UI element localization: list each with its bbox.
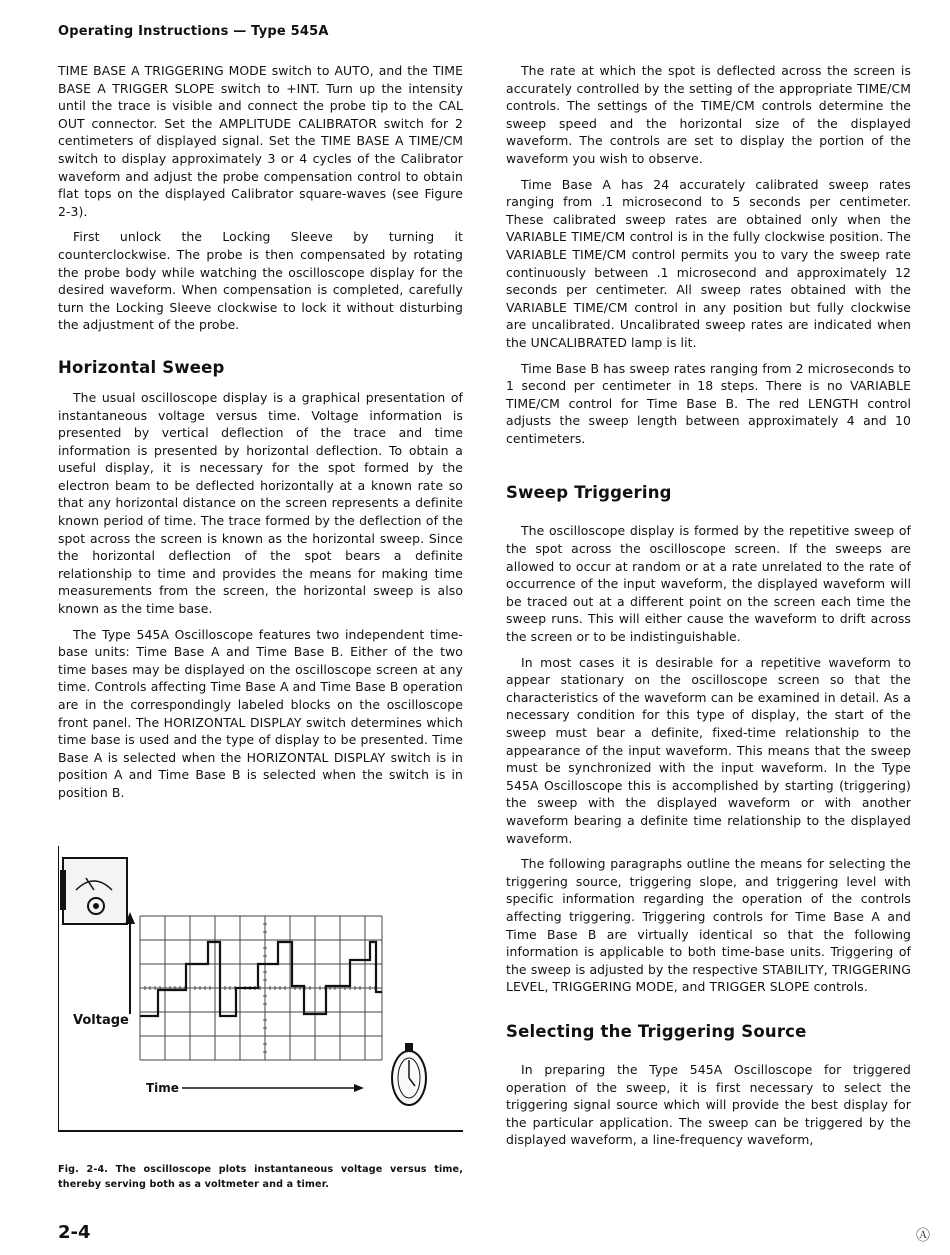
paragraph: TIME BASE A TRIGGERING MODE switch to AUTO, and the TIME BASE A TRIGGER SLOPE switch to +INT. Turn up the intensity until the trace is visible and connect the probe tip to the CAL OUT connector. Set the AMPLITUDE CALIBRATOR switch for 2 centimeters of displayed signal. Set the TIME BASE A TIME/CM switch to display approximately 3 or 4 cycles of the Calibrator waveform and adjust the probe compensation control to obtain flat tops on the displayed Calibrator square-waves (see Figure 2-3).: [58, 63, 463, 219]
time-label: Time: [146, 1081, 179, 1095]
paragraph: The Type 545A Oscilloscope features two independent time-base units: Time Base A and Time Base B. Either of the two time bases may be displayed on the oscilloscope screen at any time. Controls affecting Time Base A and Time Base B operation are in the correspondingly labeled blocks on the oscilloscope front panel. The HORIZONTAL DISPLAY switch determines which time base is used and the type of display to be presented. Time Base A is selected when the HORIZONTAL DISPLAY switch is in position A and Time Base B is selected when the switch is in position B.: [58, 626, 463, 800]
graticule-grid: [140, 916, 382, 1060]
oscilloscope-illustration: [58, 846, 463, 1132]
paragraph: In most cases it is desirable for a repetitive waveform to appear stationary on the oscilloscope screen so that the characteristics of the waveform can be examined in detail. As a necessary condition for this type of display, the start of the sweep must bear a definite, fixed-time relationship to the appearance of the input waveform. This means that the sweep must be synchronized with the input waveform. In the Type 545A Oscilloscope this is accomplished by starting (triggering) the sweep with the displayed waveform or with another waveform bearing a definite time relationship to the displayed waveform.: [506, 654, 911, 846]
paragraph: The following paragraphs outline the means for selecting the triggering source, triggering slope, and triggering level with specific information regarding the operation of the controls affecting triggering. Triggering controls for Time Base A and Time Base B are virtually identical so that the following information is applicable to both time-base units. Triggering of the sweep is adjusted by the respective STABILITY, TRIGGERING LEVEL, TRIGGERING MODE, and TRIGGER SLOPE controls.: [506, 856, 911, 995]
stopwatch-icon: [392, 1043, 426, 1105]
figure-2-4: [58, 846, 463, 1132]
figure-caption: Fig. 2-4. The oscilloscope plots instantaneous voltage versus time, thereby serving both as a voltmeter and a timer.: [58, 1164, 463, 1190]
voltmeter-icon: [60, 858, 127, 924]
corner-mark: Ⓐ: [916, 1228, 930, 1244]
paragraph: The rate at which the spot is deflected across the screen is accurately controlled by the setting of the appropriate TIME/CM controls. The settings of the TIME/CM controls determine the sweep speed and the horizontal size of the displayed waveform. The controls are set to display the portion of the waveform you wish to observe.: [506, 63, 911, 166]
voltage-label: Voltage: [73, 1013, 129, 1028]
left-column: [58, 62, 463, 810]
running-head: Operating Instructions — Type 545A: [58, 24, 329, 39]
paragraph: In preparing the Type 545A Oscilloscope for triggered operation of the sweep, it is first necessary to select the triggering signal source which will provide the best display for the particular application. The sweep can be triggered by the displayed waveform, a line-frequency waveform,: [506, 1061, 911, 1148]
section-heading-triggering-source: Selecting the Triggering Source: [506, 1021, 807, 1041]
page-number: 2-4: [58, 1222, 91, 1243]
section-heading-sweep-triggering: Sweep Triggering: [506, 483, 672, 503]
arrow-right-icon: [354, 1084, 364, 1092]
paragraph: Time Base B has sweep rates ranging from 2 microseconds to 1 second per centimeter in 18 steps. There is no VARIABLE TIME/CM control for Time Base B. The red LENGTH control adjusts the sweep length between approximately 4 and 10 centimeters.: [506, 360, 911, 446]
paragraph: First unlock the Locking Sleeve by turning it counterclockwise. The probe is then compensated by rotating the probe body while watching the oscilloscope display for the desired waveform. When compensation is completed, carefully turn the Locking Sleeve clockwise to lock it without disturbing the adjustment of the probe.: [58, 229, 463, 333]
paragraph: Time Base A has 24 accurately calibrated sweep rates ranging from .1 microsecond to 5 seconds per centimeter. These calibrated sweep rates are obtained only when the VARIABLE TIME/CM control is in the fully clockwise position. The VARIABLE TIME/CM control permits you to vary the sweep rate continuously between .1 microsecond and approximately 12 seconds per centimeter. All sweep rates obtained with the VARIABLE TIME/CM control in any position but fully clockwise are uncalibrated. Uncalibrated sweep rates are indicated when the UNCALIBRATED lamp is lit.: [506, 176, 911, 350]
section-heading-horizontal-sweep: Horizontal Sweep: [58, 357, 225, 377]
right-column: [506, 62, 911, 1157]
paragraph: The oscilloscope display is formed by the repetitive sweep of the spot across the oscilloscope screen. If the sweeps are allowed to occur at random or at a rate unrelated to the rate of occurrence of the input waveform, the displayed waveform will be traced out at a different point on the screen each time the sweep runs. This will either cause the waveform to drift across the screen or to be indistinguishable.: [506, 523, 911, 645]
voltage-trace: [140, 942, 382, 1016]
paragraph: The usual oscilloscope display is a graphical presentation of instantaneous voltage versus time. Voltage information is presented by vertical deflection of the trace and time information is presented by horizontal deflection. To obtain a useful display, it is necessary for the spot formed by the electron beam to be deflected horizontally at a known rate so that any horizontal distance on the screen represents a definite known period of time. The trace formed by the deflection of the spot across the screen is known as the horizontal sweep. Since the horizontal deflection of the spot bears a definite relationship to time and provides the means for making time measurements from the screen, the horizontal sweep is also known as the time base.: [58, 389, 463, 617]
